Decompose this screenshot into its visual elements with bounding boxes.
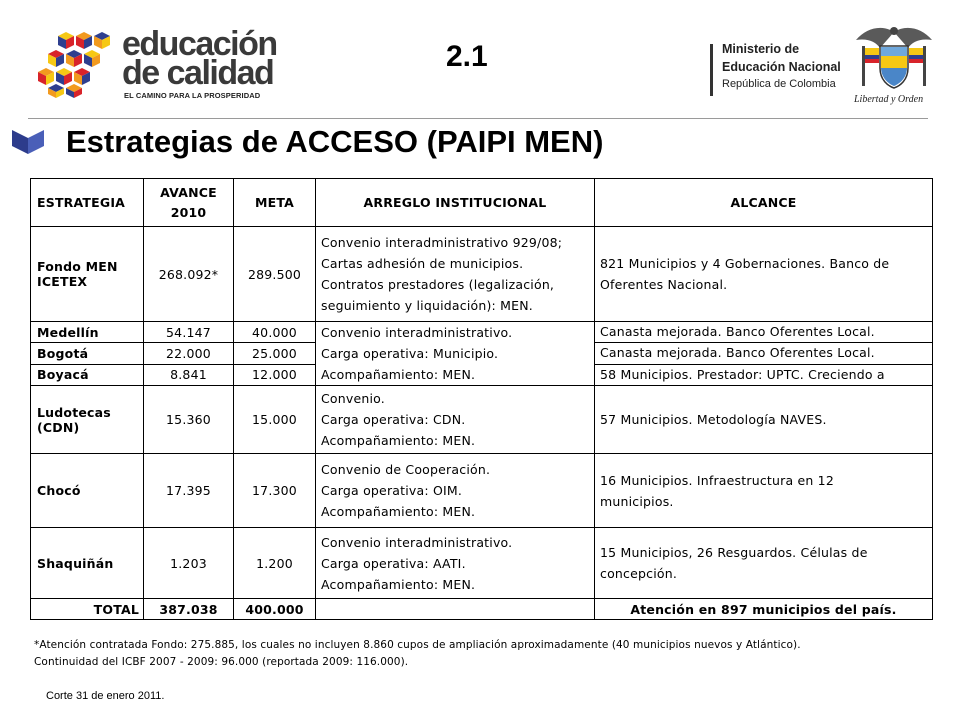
alcance-line: Oferentes Nacional. xyxy=(600,277,728,292)
arreglo-line: Convenio interadministrativo. xyxy=(321,534,513,550)
table-total-row xyxy=(31,599,933,620)
header-estrategia: ESTRATEGIA xyxy=(31,179,144,227)
page-title: Estrategias de ACCESO (PAIPI MEN) xyxy=(66,124,604,159)
cell-meta: 17.300 xyxy=(234,454,316,528)
cell-avance: 54.147 xyxy=(144,322,234,343)
logo-educacion-de-calidad xyxy=(36,26,276,104)
arreglo-line: Convenio interadministrativo 929/08; xyxy=(321,235,563,250)
logo-tagline: EL CAMINO PARA LA PROSPERIDAD xyxy=(124,91,261,100)
cell-estrategia: Medellín xyxy=(31,322,144,343)
arreglo-line: Acompañamiento: MEN. xyxy=(321,367,476,382)
arreglo-line: seguimiento y liquidación): MEN. xyxy=(321,298,533,313)
footnotes xyxy=(34,637,801,671)
book-icon xyxy=(10,124,46,156)
cell-alcance: Canasta mejorada. Banco Oferentes Local. xyxy=(595,322,933,343)
alcance-line: concepción. xyxy=(600,566,678,581)
header-avance xyxy=(144,179,234,227)
footnote-line1: *Atención contratada Fondo: 275.885, los cuales no incluyen 8.860 cupos de ampliación aproximadamente (40 municipios nuevos y Atlántico). xyxy=(34,639,801,651)
arreglo-line: Convenio de Cooperación. xyxy=(321,462,491,477)
alcance-line: municipios. xyxy=(600,493,674,509)
cell-total-label: TOTAL xyxy=(31,599,144,620)
cell-arreglo xyxy=(316,454,595,528)
strategies-table xyxy=(30,178,933,620)
cell-estrategia: Bogotá xyxy=(31,343,144,364)
table-row xyxy=(31,454,933,528)
cell-alcance: 57 Municipios. Metodología NAVES. xyxy=(595,386,933,454)
header-alcance: ALCANCE xyxy=(595,179,933,227)
arreglo-line: Carga operativa: OIM. xyxy=(321,483,463,498)
cell-alcance xyxy=(595,528,933,599)
logo-text-educacion: educación xyxy=(122,25,277,63)
cell-estrategia: Chocó xyxy=(31,454,144,528)
cell-estrategia xyxy=(31,227,144,322)
alcance-line: 16 Municipios. Infraestructura en 12 xyxy=(600,472,834,488)
table-header-row xyxy=(31,179,933,227)
arreglo-line: Convenio. xyxy=(321,391,385,406)
ministerio-line2: Educación Nacional xyxy=(722,60,841,74)
ministerio-line1: Ministerio de xyxy=(722,42,800,56)
header-meta: META xyxy=(234,179,316,227)
cell-alcance: 58 Municipios. Prestador: UPTC. Creciendo a xyxy=(595,364,933,385)
estrategia-line2: (CDN) xyxy=(37,419,80,435)
header-avance-line1: AVANCE xyxy=(160,184,217,200)
cell-meta: 12.000 xyxy=(234,364,316,385)
alcance-line: 15 Municipios, 26 Resguardos. Células de xyxy=(600,545,868,560)
header-arreglo: ARREGLO INSTITUCIONAL xyxy=(316,179,595,227)
cell-avance: 8.841 xyxy=(144,364,234,385)
cell-meta: 25.000 xyxy=(234,343,316,364)
header-avance-line2: 2010 xyxy=(170,204,207,220)
cell-estrategia xyxy=(31,386,144,454)
cell-alcance xyxy=(595,227,933,322)
logo-text-de-calidad: de calidad xyxy=(122,54,274,92)
cell-meta: 1.200 xyxy=(234,528,316,599)
arreglo-line: Acompañamiento: MEN. xyxy=(321,504,476,519)
arreglo-line: Acompañamiento: MEN. xyxy=(321,576,476,592)
cell-estrategia: Boyacá xyxy=(31,364,144,385)
estrategia-line1: Fondo MEN xyxy=(37,259,118,274)
alcance-line: 821 Municipios y 4 Gobernaciones. Banco de xyxy=(600,256,890,271)
slide-number: 2.1 xyxy=(446,40,488,73)
table-row xyxy=(31,322,933,343)
arreglo-line: Contratos prestadores (legalización, xyxy=(321,277,555,292)
coat-of-arms-icon xyxy=(852,22,936,92)
cell-avance: 1.203 xyxy=(144,528,234,599)
estrategia-line1: Ludotecas xyxy=(37,404,111,420)
cell-avance: 15.360 xyxy=(144,386,234,454)
cell-alcance: Canasta mejorada. Banco Oferentes Local. xyxy=(595,343,933,364)
estrategia-line2: ICETEX xyxy=(37,274,88,289)
cell-meta: 289.500 xyxy=(234,227,316,322)
cell-meta: 15.000 xyxy=(234,386,316,454)
ministerio-divider xyxy=(710,44,713,96)
cell-avance: 22.000 xyxy=(144,343,234,364)
arreglo-line: Carga operativa: CDN. xyxy=(321,412,466,427)
table-row xyxy=(31,528,933,599)
cell-total-arreglo-empty xyxy=(316,599,595,620)
cell-avance: 17.395 xyxy=(144,454,234,528)
logo-ministerio xyxy=(700,22,940,114)
table-row xyxy=(31,386,933,454)
arreglo-line: Acompañamiento: MEN. xyxy=(321,433,476,448)
cell-arreglo xyxy=(316,528,595,599)
cutoff-date-note: Corte 31 de enero 2011. xyxy=(46,690,165,702)
cell-estrategia: Shaquiñán xyxy=(31,528,144,599)
cell-arreglo-merged xyxy=(316,322,595,386)
cell-avance: 268.092* xyxy=(144,227,234,322)
cell-meta: 40.000 xyxy=(234,322,316,343)
crest-motto: Libertad y Orden xyxy=(854,94,924,105)
arreglo-line: Carga operativa: Municipio. xyxy=(321,346,499,361)
arreglo-line: Carga operativa: AATI. xyxy=(321,555,466,571)
cell-total-meta: 400.000 xyxy=(234,599,316,620)
cell-arreglo xyxy=(316,227,595,322)
cell-arreglo xyxy=(316,386,595,454)
cell-total-alcance: Atención en 897 municipios del país. xyxy=(595,599,933,620)
ministerio-line3: República de Colombia xyxy=(722,78,836,90)
table-row xyxy=(31,227,933,322)
header-divider xyxy=(28,118,928,119)
arreglo-line: Cartas adhesión de municipios. xyxy=(321,256,524,271)
cubes-logo-icon xyxy=(36,32,116,98)
footnote-line2: Continuidad del ICBF 2007 - 2009: 96.000 (reportada 2009: 116.000). xyxy=(34,656,409,668)
cell-alcance xyxy=(595,454,933,528)
arreglo-line: Convenio interadministrativo. xyxy=(321,325,513,340)
cell-total-avance: 387.038 xyxy=(144,599,234,620)
